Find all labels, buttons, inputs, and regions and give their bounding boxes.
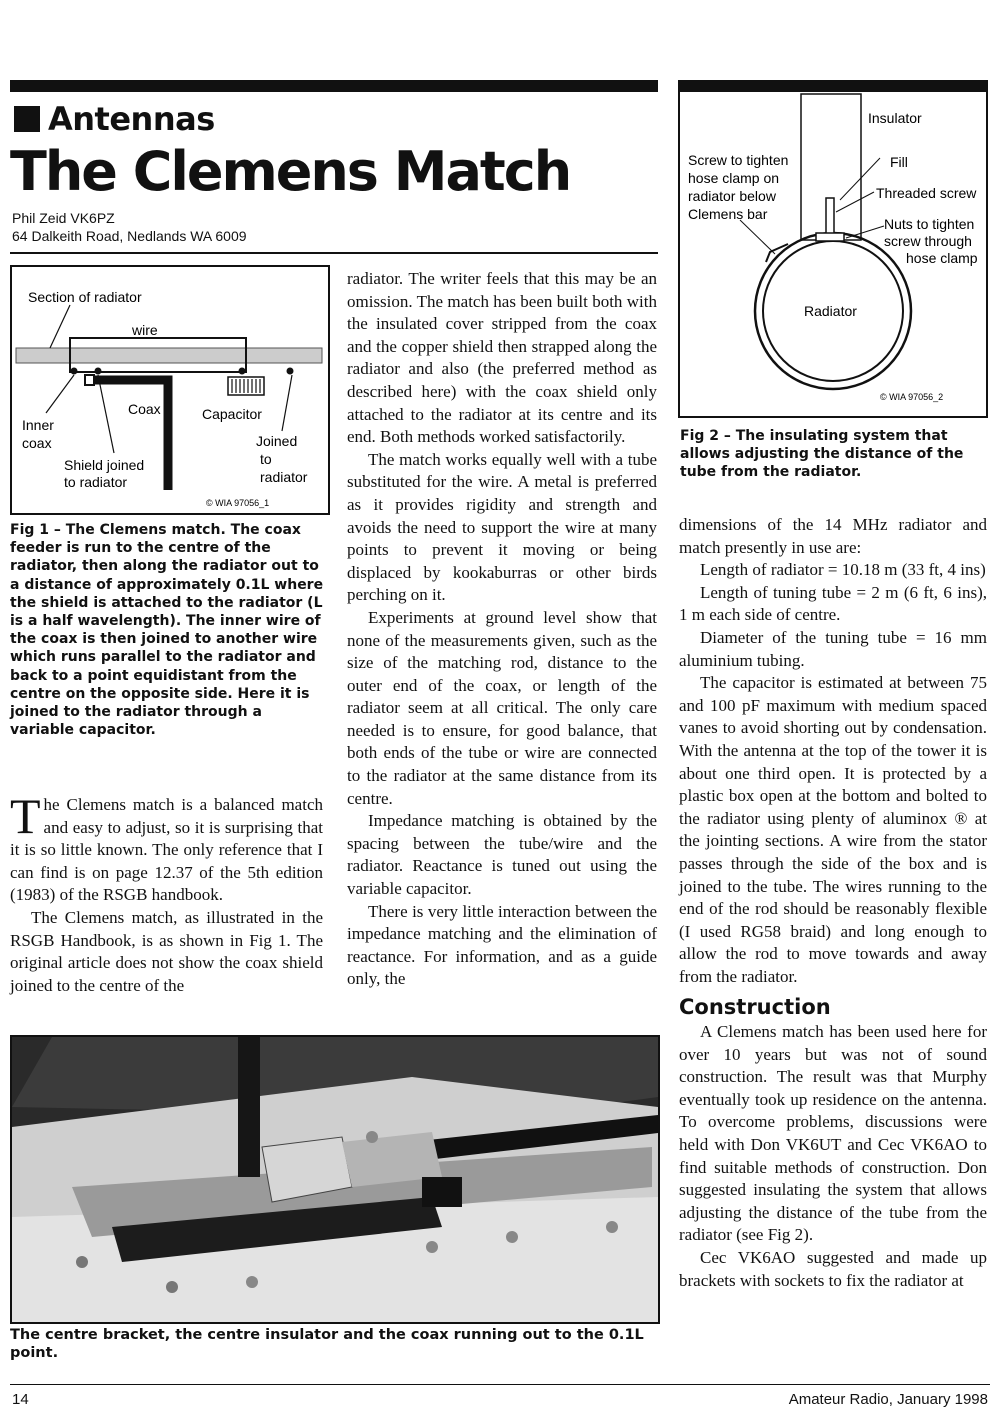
paragraph: Diameter of the tuning tube = 16 mm aluminium tubing. [679,627,987,670]
coax-end [85,375,94,385]
threaded-screw [826,198,834,236]
label-section-of-radiator: Section of radiator [28,289,142,305]
joint-dot [287,368,294,375]
header-bar [10,80,658,92]
paragraph: Cec VK6AO suggested and made up brackets with sockets to fix the radiator at [679,1248,987,1290]
label-threaded-screw: Threaded screw [876,185,977,201]
figure-2-diagram [680,92,986,416]
label-coax: Coax [128,401,161,417]
square-bullet-icon [14,106,40,132]
fig2-top-bar [678,80,988,90]
author-block [12,209,247,245]
paragraph [10,788,323,907]
label-radiator: Radiator [804,303,857,319]
figure-1 [10,265,330,515]
photo-caption: The centre bracket, the centre insulator and the coax running out to the 0.1L point. [10,1327,644,1362]
label-screw-3: radiator below [688,188,776,204]
footer-rule [10,1384,990,1385]
label-fill: Fill [890,154,908,170]
construction-heading: Construction [679,995,831,1020]
label-inner: Inner [22,417,54,433]
leader-line [740,220,775,254]
section-heading [14,100,215,138]
leader-line [98,375,114,453]
label-nuts-2: screw through [884,233,972,249]
leader-line [46,375,74,413]
label-nuts-1: Nuts to tighten [884,216,975,232]
figure-2 [678,90,988,418]
author-name: Phil Zeid VK6PZ [12,210,115,226]
label-screw-1: Screw to tighten [688,152,789,168]
fig1-caption: Fig 1 – The Clemens match. The coax feeder is run to the centre of the radiator, then along the radiator out to a distance of approximately 0.1L where the shield is attached to the radiator (L is a half wavelength). The inner wire of the coax is then joined to another wire which runs parallel to the radiator and back to a point equidistant from the centre on the opposite side. Here it is joined to the radiator through a variable capacitor. [10,522,324,739]
label-screw-2: hose clamp on [688,170,780,186]
fig2-caption: Fig 2 – The insulating system that allows adjusting the distance of the tube from the radiator. [680,428,964,481]
label-capacitor: Capacitor [202,406,262,422]
label-wire: wire [132,322,158,338]
column-3 [679,514,987,1292]
label-joined-3: radiator [260,469,308,485]
radiator-bar [16,348,322,363]
paragraph: Length of tuning tube = 2 m (6 ft, 6 ins), 1 m each side of centre. [679,582,987,625]
label-screw-4: Clemens bar [688,206,768,222]
paragraph: A Clemens match has been used here for over 10 years but was not of sound construction. The result was that Murphy eventually took up residence on the antenna. To overcome problems, discussions were held with Don VK6UT and Cec VK6AO to find suitable methods of construction. Don suggested insulating the system that allows adjusting the distance of the tube from the radiator (see Fig 2). [679,1022,987,1245]
capacitor-symbol [228,377,264,395]
publication-info: Amateur Radio, January 1998 [788,1391,988,1408]
joint-dot [95,368,102,375]
paragraph: radiator. The writer feels that this may be an omission. The match has been built both with the insulated cover stripped from the coax and the copper shield then strapped along the radiator and also (the preferred method as described here) with the coax shield only attached to the radiator at its centre and its end. Both methods worked satisfactorily. [347,269,657,447]
paragraph: The match works equally well with a tube substituted for the wire. A metal is preferred as it provides rigidity and strength and avoids the need to support the wire at many points to prevent it moving or being displaced by kookaburras or other birds perching on it. [347,449,657,605]
joint-dot [239,368,246,375]
paragraph: Experiments at ground level show that none of the measurements given, such as the size of the matching rod, distance to the outer end of the coax, or length of the radiator seem at all critical. The only care needed is to ensure, for good balance, that both ends of the tube or wire are connected to the radiator at the same distance from its centre. [347,607,657,808]
paragraph: Impedance matching is obtained by the spacing between the tube/wire and the radiator. Reactance is tuned out using the variable capacitor. [347,811,657,899]
paragraph: The Clemens match, as illustrated in the RSGB Handbook, is as shown in Fig 1. The original article does not show the coax shield joined to the centre of the [10,907,323,995]
drop-cap: T [10,788,41,844]
figure-1-diagram [12,267,328,513]
label-joined-2: to [260,451,272,467]
photo-centre-bracket [12,1037,658,1322]
column-1 [10,788,323,997]
author-address: 64 Dalkeith Road, Nedlands WA 6009 [12,228,247,244]
paragraph-text: he Clemens match is a balanced match and easy to adjust, so it is surprising that it is so little known. The only reference that I can find is on page 12.37 of the 5th edition (1983) of the RSGB handbook. [10,795,323,905]
nuts [816,233,844,241]
section-label: Antennas [48,100,215,138]
label-shield-1: Shield joined [64,457,145,473]
label-insulator: Insulator [868,110,922,126]
page-number: 14 [12,1391,29,1408]
leader-line [282,375,292,431]
paragraph: The capacitor is estimated at between 75 and 100 pF maximum with medium spaced vanes to avoid shorting out by condensation. With the antenna at the top of the tower it is about one third open. It is protected by a plastic box open at the bottom and bolted to the radiator using plenty of aluminox ® at the jointing sections. A wire from the stator passes through the side of the box and is joined to the tube. The wires running to the end of the rod should be reasonably flexible (I used RG58 braid) and long enough to allow the rod to move towards and away from the radiator. [679,673,987,986]
article-title: The Clemens Match [10,140,571,203]
label-nuts-3: hose clamp [906,250,978,266]
paragraph: dimensions of the 14 MHz radiator and match presently in use are: [679,515,987,557]
joint-dot [71,368,78,375]
leader-line [50,305,70,348]
fig2-copyright: © WIA 97056_2 [880,392,944,402]
label-coax-2: coax [22,435,52,451]
label-joined-1: Joined [256,433,298,449]
header-rule [10,252,658,254]
label-shield-2: to radiator [64,474,128,490]
paragraph: Length of radiator = 10.18 m (33 ft, 4 ins) [700,560,986,580]
photo-frame [10,1035,660,1324]
fig1-copyright: © WIA 97056_1 [206,498,270,508]
column-2 [347,268,657,991]
paragraph: There is very little interaction between the impedance matching and the elimination of reactance. For information, and as a guide only, the [347,901,657,989]
